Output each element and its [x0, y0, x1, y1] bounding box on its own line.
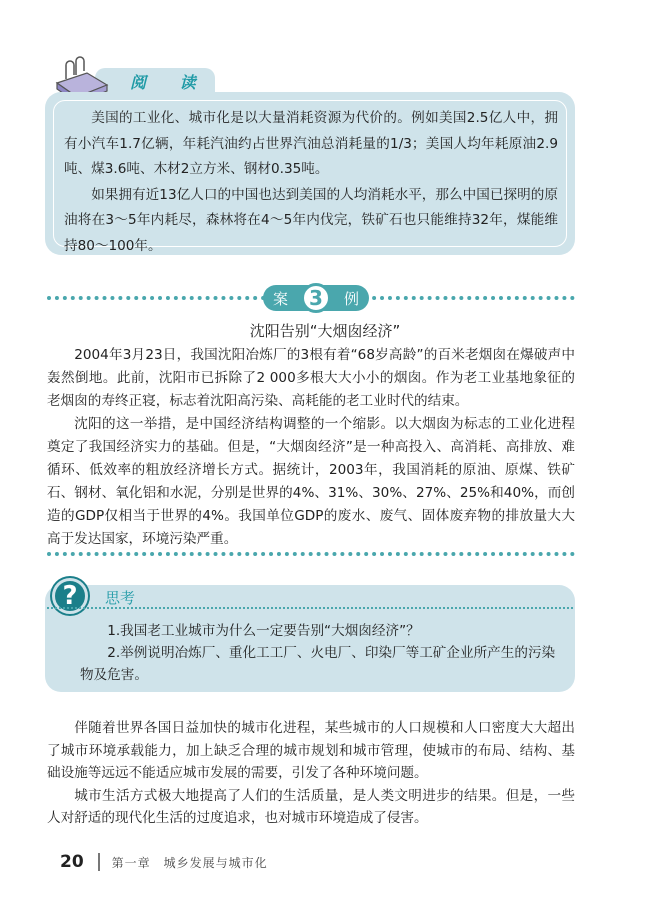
- reading-paragraph: 如果拥有近13亿人口的中国也达到美国的人均消耗水平，那么中国已探明的原油将在3～5年内耗尽，森林将在4～5年内伐完，铁矿石也只能维持32年，煤能维持80～100年。: [64, 186, 558, 254]
- case-label-left: 案: [273, 289, 289, 308]
- reading-box: [45, 92, 575, 255]
- case-number: 3: [301, 283, 331, 313]
- case-title: 沈阳告别“大烟囱经济”: [249, 322, 401, 340]
- page-number: 20: [60, 852, 84, 872]
- case-body: [47, 344, 575, 551]
- body-paragraph: 城市生活方式极大地提高了人们的生活质量，是人类文明进步的结果。但是，一些人对舒适的现代化生活的过度追求，也对城市环境造成了侵害。: [47, 787, 575, 826]
- reading-title: 阅 读: [130, 73, 210, 92]
- think-question: 1.我国老工业城市为什么一定要告别“大烟囱经济”？: [107, 623, 420, 639]
- think-question: 2.举例说明冶炼厂、重化工工厂、火电厂、印染厂等工矿企业所产生的污染物及危害。: [80, 645, 556, 683]
- page-footer: [60, 852, 268, 872]
- case-paragraph: 沈阳的这一举措，是中国经济结构调整的一个缩影。以大烟囱为标志的工业化进程奠定了我国经济实力的基础。但是，“大烟囱经济”是一种高投入、高消耗、高排放、难循环、低效率的粗放经济增长方式。据统计，2003年，我国消耗的原油、原煤、铁矿石、钢材、氧化铝和水泥，分别是世界的4%、31%、30%、27%、25%和40%，而创造的GDP仅相当于世界的4%。我国单位GDP的废水、废气、固体废弃物的排放量大大高于发达国家，环境污染严重。: [47, 416, 575, 547]
- chapter-title: 第一章 城乡发展与城市化: [111, 855, 268, 870]
- think-title: 思考: [105, 589, 136, 607]
- footer-separator: [98, 853, 100, 871]
- think-divider: [47, 607, 573, 609]
- case-badge: [263, 285, 369, 311]
- body-paragraph: 伴随着世界各国日益加快的城市化进程，某些城市的人口规模和人口密度大大超出了城市环境承载能力，加上缺乏合理的城市规划和城市管理，使城市的布局、结构、基础设施等远远不能适应城市发展的需要，引发了各种环境问题。: [47, 720, 575, 781]
- case-end-divider: [47, 552, 575, 556]
- case-paragraph: 2004年3月23日，我国沈阳冶炼厂的3根有着“68岁高龄”的百米老烟囱在爆破声中轰然倒地。此前，沈阳市已拆除了2 000多根大大小小的烟囱。作为老工业基地象征的老烟囱的寿终正寝，标志着沈阳高污染、高耗能的老工业时代的结束。: [47, 347, 575, 409]
- reading-paragraph: 美国的工业化、城市化是以大量消耗资源为代价的。例如美国2.5亿人中，拥有小汽车1.7亿辆，年耗汽油约占世界汽油总消耗量的1/3；美国人均年耗原油2.9吨、煤3.6吨、木材2立方米、钢材0.35吨。: [64, 110, 558, 177]
- main-body: [47, 717, 575, 830]
- question-icon: ?: [52, 578, 88, 614]
- think-questions: [80, 620, 560, 686]
- case-label-right: 例: [343, 289, 359, 308]
